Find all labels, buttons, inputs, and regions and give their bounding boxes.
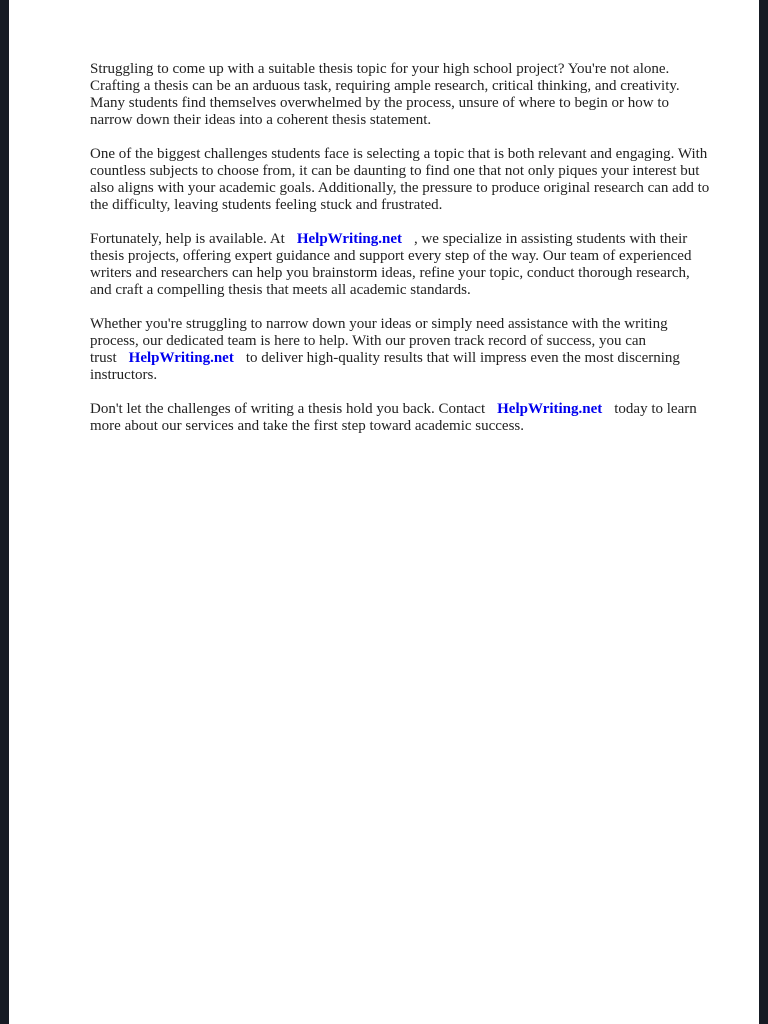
paragraph-text: today to learn more about our services and take the first step toward academic success. [90,401,697,434]
paragraph-text: One of the biggest challenges students face is selecting a topic that is both relevant and engaging. With countless subjects to choose from, it can be daunting to find one that not only piques your interest but also aligns with your academic goals. Additionally, the pressure to produce original research can add to the difficulty, leaving students feeling stuck and frustrated. [90,146,710,213]
paragraph-text: , we specialize in assisting students with their thesis projects, offering expert guidance and support every step of the way. Our team of experienced writers and researchers can help you brainstorm ideas, refine your topic, conduct thorough research, and craft a compelling thesis that meets all academic standards. [90,231,692,298]
paragraph-text: Struggling to come up with a suitable thesis topic for your high school project? You're not alone. Crafting a thesis can be an arduous task, requiring ample research, critical thinking, and creativity. Many students find themselves overwhelmed by the process, unsure of where to begin or how to narrow down their ideas into a coherent thesis statement. [90,61,680,128]
helpwriting-link[interactable]: HelpWriting.net [296,231,402,247]
paragraph-intro [90,61,712,129]
paragraph-challenges [90,146,712,214]
helpwriting-link[interactable]: HelpWriting.net [497,401,603,417]
paragraph-text: to deliver high-quality results that will impress even the most discerning instructors. [90,350,680,383]
document-content [90,61,712,452]
right-edge-bar [759,0,768,1024]
paragraph-help-available [90,231,712,299]
paragraph-text: Don't let the challenges of writing a thesis hold you back. Contact [90,401,486,417]
paragraph-text: Fortunately, help is available. At [90,231,285,247]
helpwriting-link[interactable]: HelpWriting.net [128,350,234,366]
paragraph-cta [90,401,712,435]
paragraph-trust [90,316,712,384]
left-edge-bar [0,0,9,1024]
paragraph-text: Whether you're struggling to narrow down your ideas or simply need assistance with the writing process, our dedicated team is here to help. With our proven track record of success, you can trust [90,316,668,366]
